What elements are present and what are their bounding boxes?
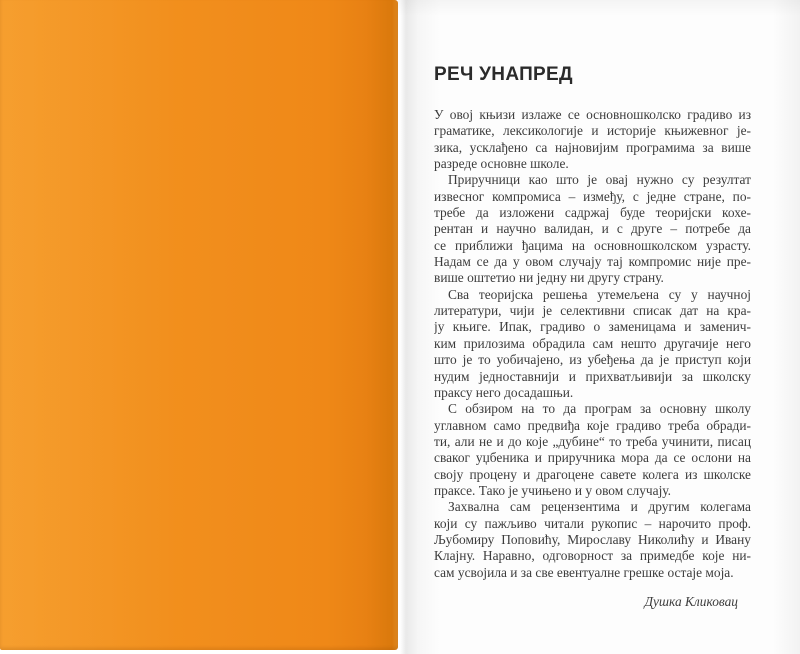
foreword-paragraph-3 <box>434 287 751 401</box>
paragraph-line: Клајну. Наравно, одговорност за примедбе које ни- <box>434 548 751 564</box>
paragraph-line: нудим једноставнији и прихватљивији за школску <box>434 368 751 384</box>
paragraph-line: извесног компромиса – између, с једне стране, по- <box>434 188 751 204</box>
paragraph-line: се приближи ђацима на основношколском узрасту. <box>434 237 751 253</box>
paragraph-line: који су пажљиво читали рукопис – нарочито проф. <box>434 515 751 531</box>
paragraph-line: Сва теоријска решења утемељена су у научној <box>448 286 751 302</box>
paragraph-line: Надам се да у овом случају тај компромис није пре- <box>434 254 751 270</box>
paragraph-line: своју процену и драгоцене савете колега из школске <box>434 466 751 482</box>
foreword-body <box>434 107 751 581</box>
page-title: РЕЧ УНАПРЕД <box>434 64 573 85</box>
paragraph-line: Захвална сам рецензентима и другим колегама <box>448 499 751 515</box>
foreword-content <box>434 66 751 610</box>
paragraph-line: сам усвојила и за све евентуалне грешке остаје моја. <box>434 564 734 580</box>
paragraph-line: требе да изложени садржај буде теоријски кохе- <box>434 205 751 221</box>
left-page-orange-cover <box>0 0 398 650</box>
paragraph-line: ким прилозима обрадила сам нешто другачије него <box>434 335 751 351</box>
paragraph-line: зика, усклађено са најновијим програмима за више <box>434 139 751 155</box>
paragraph-line: сваког уџбеника и приручника мора да се ослони на <box>434 450 751 466</box>
right-page <box>398 0 800 654</box>
paragraph-line: праксу него досадашњи. <box>434 384 574 400</box>
paragraph-line: С обзиром на то да програм за основну школу <box>448 401 751 417</box>
paragraph-line: граматике, лексикологије и историје књижевног је- <box>434 123 751 139</box>
paragraph-line: више оштетио ни једну ни другу страну. <box>434 270 664 286</box>
paragraph-line: У овој књизи излаже се основношколско градиво из <box>434 107 751 122</box>
paragraph-line: што је то уобичајено, из убеђења да је приступ који <box>434 352 751 368</box>
paragraph-line: Приручници као што је овај нужно су резултат <box>448 172 751 188</box>
paragraph-line: разреде основне школе. <box>434 156 569 172</box>
paragraph-line: Љубомиру Поповићу, Мирославу Николићу и Ивану <box>434 531 751 547</box>
foreword-paragraph-5 <box>434 499 751 581</box>
paragraph-line: ти, али не и до које „дубине“ то треба учинити, писац <box>434 433 751 449</box>
paragraph-line: праксе. Тако је учињено и у овом случају. <box>434 482 671 498</box>
paragraph-line: углавном само предвиђа које градиво треба обради- <box>434 417 751 433</box>
paragraph-line: рентан и научно валидан, и с друге – потребе да <box>434 221 751 237</box>
paragraph-line: литератури, чији је селективни списак дат на кра- <box>434 303 751 319</box>
paragraph-line: ју књиге. Ипак, градиво о заменицама и заменич- <box>434 319 751 335</box>
author-signature: Душка Кликовац <box>644 593 738 609</box>
foreword-paragraph-1 <box>434 107 751 172</box>
foreword-paragraph-4 <box>434 401 751 499</box>
foreword-paragraph-2 <box>434 172 751 286</box>
